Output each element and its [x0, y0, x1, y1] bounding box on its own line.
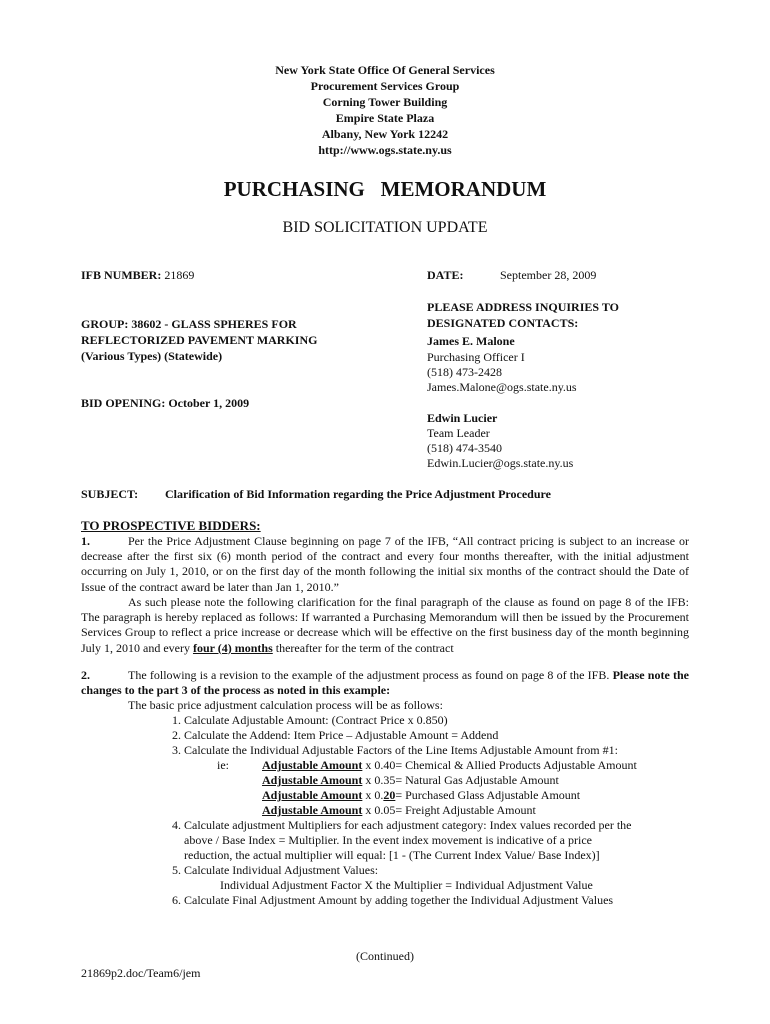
factor-mult-digits: 35 — [383, 773, 396, 787]
subject-label: SUBJECT: — [81, 487, 139, 501]
page-title: PURCHASING MEMORANDUM — [223, 177, 547, 201]
factor-desc: = Natural Gas Adjustable Amount — [395, 773, 559, 787]
header-org: New York State Office Of General Services — [275, 63, 495, 77]
item1-clarification-end: thereafter for the term of the contract — [272, 640, 454, 655]
subject-text: Clarification of Bid Information regarding the Price Adjustment Procedure — [165, 487, 551, 501]
contact-title: Purchasing Officer I — [427, 350, 525, 364]
step-4-cont: above / Base Index = Multiplier. In the event index movement is indicative of a price — [184, 833, 592, 847]
contact-email[interactable]: James.Malone@ogs.state.ny.us — [427, 380, 577, 394]
factor-line — [262, 788, 580, 803]
to-bidders-heading: TO PROSPECTIVE BIDDERS: — [81, 518, 261, 533]
factor-mult-digits: 20 — [383, 788, 396, 802]
document-footer: 21869p2.doc/Team6/jem — [81, 966, 201, 980]
step-4: 4. Calculate adjustment Multipliers for each adjustment category: Index values recorded per the — [172, 818, 632, 832]
factor-line — [262, 803, 536, 818]
factor-desc: = Chemical & Allied Products Adjustable Amount — [395, 758, 637, 772]
ifb-value: 21869 — [164, 268, 195, 282]
header-group: Procurement Services Group — [310, 79, 460, 93]
bid-opening: BID OPENING: October 1, 2009 — [81, 396, 250, 410]
contact-phone: (518) 474-3540 — [427, 441, 502, 455]
factor-mult-digits: 40 — [383, 758, 396, 772]
step-6: 6. Calculate Final Adjustment Amount by adding together the Individual Adjustment Values — [172, 893, 614, 907]
step-3: 3. Calculate the Individual Adjustable Factors of the Line Items Adjustable Amount from #1: — [172, 743, 618, 757]
item1-clarification-text: As such please note the following clarification for the final paragraph of the clause as found on page 8 of the IFB: The paragraph is hereby replaced as follows: If warranted a Purchasing Memorandum will then be issued by the Procurement Services Group to reflect a price increase or decrease which will be effective on the first business day of the month beginning July 1, 2010 and every — [81, 595, 689, 655]
header-city: Albany, New York 12242 — [321, 127, 449, 141]
ifb-number — [81, 268, 194, 283]
factor-label: Adjustable Amount — [262, 758, 363, 772]
item1-number: 1. — [81, 534, 90, 548]
continued-note: (Continued) — [356, 949, 414, 963]
group-line2: REFLECTORIZED PAVEMENT MARKING — [81, 333, 318, 347]
inquiries-line1: PLEASE ADDRESS INQUIRIES TO — [427, 300, 619, 314]
contact-email[interactable]: Edwin.Lucier@ogs.state.ny.us — [427, 456, 574, 470]
item1-paragraph — [81, 534, 689, 595]
item1-clarification — [81, 595, 689, 656]
page-subtitle: BID SOLICITATION UPDATE — [282, 219, 488, 236]
item1-four-months: four (4) months — [192, 640, 273, 655]
contact-name: Edwin Lucier — [427, 411, 498, 425]
contact-phone: (518) 473-2428 — [427, 365, 502, 379]
factor-mult: x 0. — [362, 758, 384, 772]
factor-label: Adjustable Amount — [262, 773, 363, 787]
factor-line — [262, 758, 637, 773]
step-1: 1. Calculate Adjustable Amount: (Contract Price x 0.850) — [172, 713, 448, 727]
factor-mult: x 0. — [362, 773, 384, 787]
ie-label: ie: — [217, 758, 229, 772]
factor-label: Adjustable Amount — [262, 788, 363, 802]
header-url: http://www.ogs.state.ny.us — [318, 143, 452, 157]
header-plaza: Empire State Plaza — [335, 111, 435, 125]
date-label: DATE: — [427, 268, 464, 282]
factor-mult: x 0. — [362, 803, 384, 817]
factor-mult-digits: 05 — [383, 803, 396, 817]
group-line1: GROUP: 38602 - GLASS SPHERES FOR — [81, 317, 297, 331]
inquiries-line2: DESIGNATED CONTACTS: — [427, 316, 579, 330]
item2-number: 2. — [81, 668, 90, 682]
factor-line — [262, 773, 559, 788]
factor-label: Adjustable Amount — [262, 803, 363, 817]
ifb-label: IFB NUMBER: — [81, 268, 162, 282]
header-building: Corning Tower Building — [322, 95, 448, 109]
factor-mult: x 0. — [362, 788, 384, 802]
group-line3: (Various Types) (Statewide) — [81, 349, 223, 363]
contact-name: James E. Malone — [427, 334, 515, 348]
item1-text: Per the Price Adjustment Clause beginning on page 7 of the IFB, “All contract pricing is subject to an increase or decrease after the first six (6) month period of the contract and every four months thereafter, with the initial adjustment occurring on July 1, 2010, or on the first day of the month following the initial six months of the contract should the Date of Issue of the contract award be later than Jan 1, 2010.” — [81, 534, 689, 594]
step-4-cont: reduction, the actual multiplier will equal: [1 - (The Current Index Value/ Base Index)] — [184, 848, 600, 862]
step-5-formula: Individual Adjustment Factor X the Multiplier = Individual Adjustment Value — [220, 878, 593, 892]
factor-desc: = Freight Adjustable Amount — [395, 803, 536, 817]
step-5: 5. Calculate Individual Adjustment Values: — [172, 863, 379, 877]
factor-desc: = Purchased Glass Adjustable Amount — [395, 788, 581, 802]
date-value: September 28, 2009 — [500, 268, 597, 282]
contact-title: Team Leader — [427, 426, 490, 440]
item2-note: Please note the changes to the part 3 of the process as noted in this example: — [81, 668, 689, 698]
item2-text: The following is a revision to the example of the adjustment process as found on page 8 of the IFB. — [128, 668, 613, 682]
item2-paragraph — [81, 668, 689, 698]
step-2: 2. Calculate the Addend: Item Price – Adjustable Amount = Addend — [172, 728, 499, 742]
item2-intro: The basic price adjustment calculation process will be as follows: — [128, 698, 443, 712]
